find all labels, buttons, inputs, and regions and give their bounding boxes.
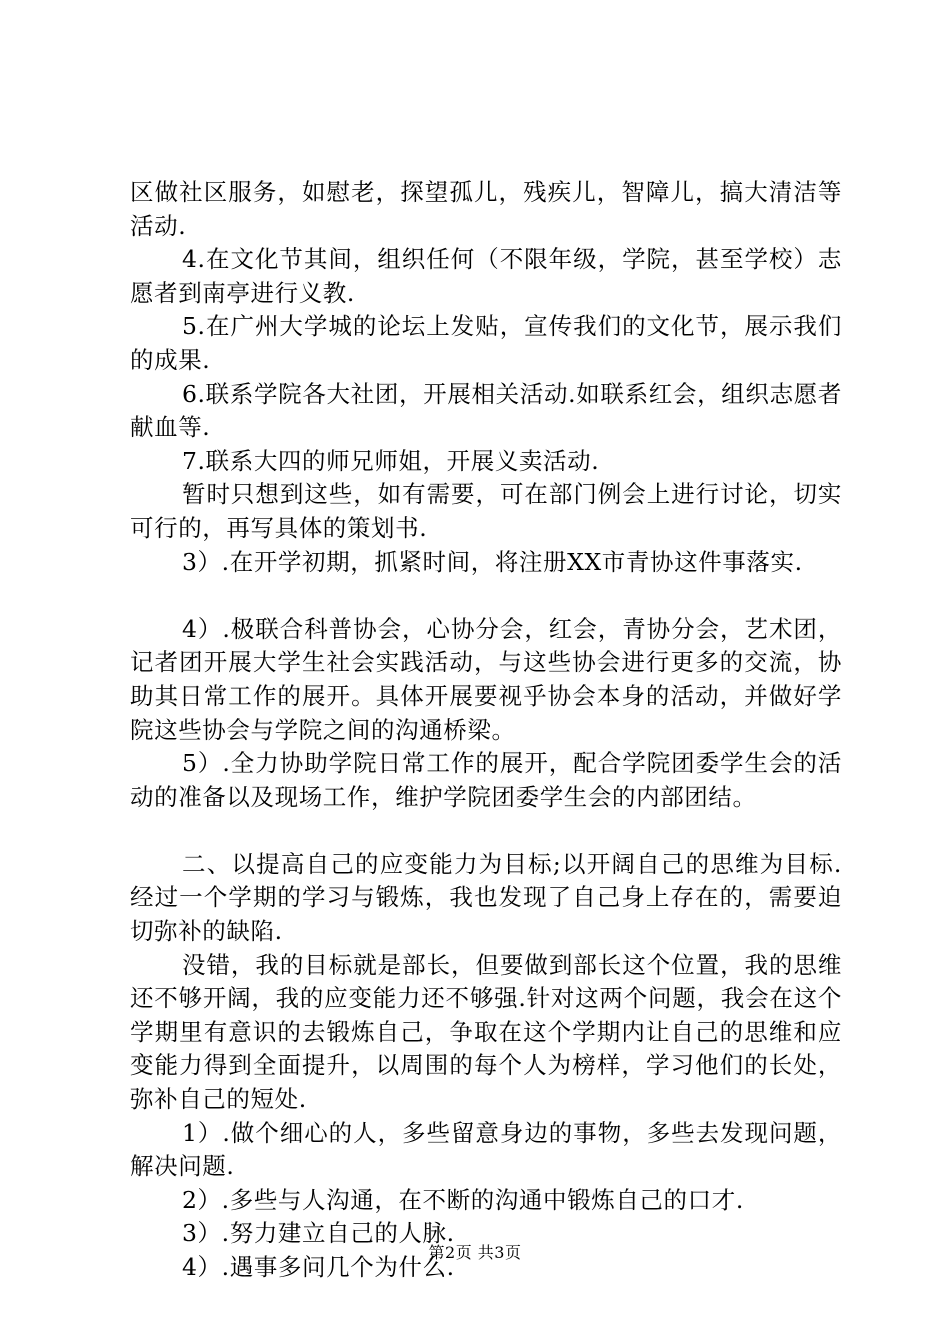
paragraph: 4）.极联合科普协会，心协分会，红会，青协分会，艺术团，记者团开展大学生社会实践活动，与这些协会进行更多的交流，协助其日常工作的展开。具体开展要视乎协会本身的活动，并做好学院这些协会与学院之间的沟通桥梁。 [130,614,842,744]
document-body [130,176,842,1285]
paragraph: 4）.遇事多问几个为什么. [182,1253,455,1281]
paragraph: 区做社区服务，如慰老，探望孤儿，残疾儿，智障儿，搞大清洁等活动. [130,178,842,240]
paragraph: 二、以提高自己的应变能力为目标;以开阔自己的思维为目标.经过一个学期的学习与锻炼，我也发现了自己身上存在的，需要迫切弥补的缺陷. [130,849,842,946]
paragraph: 3）.在开学初期，抓紧时间，将注册XX市青协这件事落实. [182,547,803,576]
page-footer [0,1243,950,1263]
paragraph: 5.在广州大学城的论坛上发贴，宣传我们的文化节，展示我们的成果. [130,312,842,374]
paragraph: 3）.努力建立自己的人脉. [182,1219,455,1248]
paragraph: 2）.多些与人沟通，在不断的沟通中锻炼自己的口才. [182,1185,744,1214]
paragraph: 5）.全力协助学院日常工作的展开，配合学院团委学生会的活动的准备以及现场工作，维护学院团委学生会的内部团结。 [130,749,842,811]
paragraph: 暂时只想到这些，如有需要，可在部门例会上进行讨论，切实可行的，再写具体的策划书. [130,480,842,542]
paragraph: 没错，我的目标就是部长，但要做到部长这个位置，我的思维还不够开阔，我的应变能力还不够强.针对这两个问题，我会在这个学期里有意识的去锻炼自己，争取在这个学期内让自己的思维和应变能力得到全面提升，以周围的每个人为榜样，学习他们的长处，弥补自己的短处. [130,950,842,1114]
paragraph-spacer [130,814,842,848]
paragraph-spacer [130,579,842,613]
paragraph: 1）.做个细心的人，多些留意身边的事物，多些去发现问题，解决问题. [130,1118,842,1181]
page-number-label: 第2页 共3页 [428,1243,522,1262]
paragraph: 7.联系大四的师兄师姐，开展义卖活动. [182,446,600,475]
paragraph: 6.联系学院各大社团，开展相关活动.如联系红会，组织志愿者献血等. [130,379,842,442]
paragraph: 4.在文化节其间，组织任何（不限年级，学院，甚至学校）志愿者到南亭进行义教. [130,245,842,307]
